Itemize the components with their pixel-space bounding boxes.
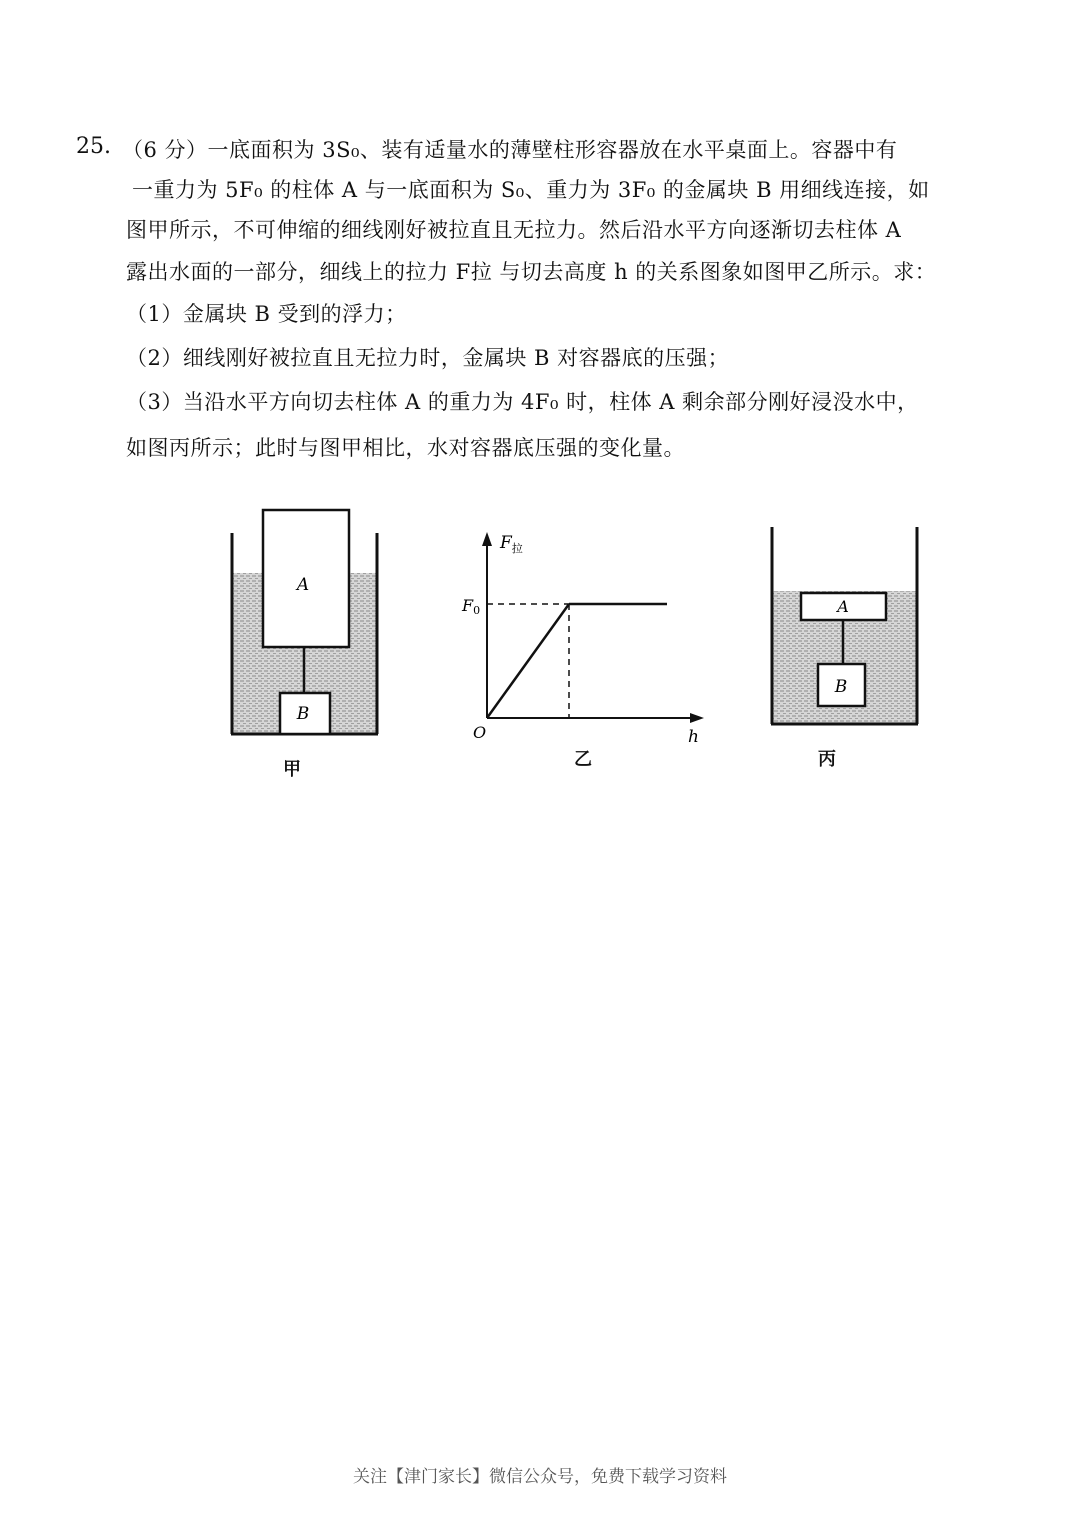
- label-a: A: [837, 597, 849, 616]
- origin-label: O: [473, 723, 487, 742]
- sub-question-3-cont: 如图丙所示；此时与图甲相比，水对容器底压强的变化量。: [126, 436, 685, 460]
- graph-rise: [487, 604, 569, 718]
- question-line-1: （6 分）一底面积为 3S₀、装有适量水的薄壁柱形容器放在水平桌面上。容器中有: [122, 138, 898, 162]
- sub-question-2: （2）细线刚好被拉直且无拉力时，金属块 B 对容器底的压强；: [126, 346, 730, 370]
- caption-yi: 乙: [574, 749, 592, 770]
- label-b: B: [834, 677, 848, 697]
- question-line-2: 一重力为 5F₀ 的柱体 A 与一底面积为 S₀、重力为 3F₀ 的金属块 B 用细线连接，如: [132, 178, 930, 202]
- x-axis-label: h: [688, 727, 699, 747]
- y-tick-label: F0: [462, 596, 481, 617]
- sub-question-3: （3）当沿水平方向切去柱体 A 的重力为 4F₀ 时，柱体 A 剩余部分刚好浸没水中，: [126, 390, 919, 414]
- figure-bing: [771, 527, 918, 724]
- y-axis-arrow: [482, 532, 492, 546]
- footer-note: 关注【津门家长】微信公众号，免费下载学习资料: [353, 1467, 727, 1487]
- question-number: 25.: [76, 134, 111, 159]
- caption-jia: 甲: [283, 759, 301, 780]
- caption-bing: 丙: [818, 749, 836, 770]
- figure-yi: [461, 532, 704, 747]
- label-b: B: [296, 704, 310, 724]
- figure-jia: [231, 510, 378, 734]
- question-line-3: 图甲所示，不可伸缩的细线刚好被拉直且无拉力。然后沿水平方向逐渐切去柱体 A: [126, 218, 902, 242]
- sub-question-1: （1）金属块 B 受到的浮力；: [126, 302, 407, 326]
- question-line-4: 露出水面的一部分，细线上的拉力 F拉 与切去高度 h 的关系图象如图甲乙所示。求：: [126, 260, 937, 284]
- y-axis-label: $F_拉$: [500, 533, 523, 555]
- label-a: A: [296, 575, 310, 595]
- x-axis-arrow: [690, 713, 704, 723]
